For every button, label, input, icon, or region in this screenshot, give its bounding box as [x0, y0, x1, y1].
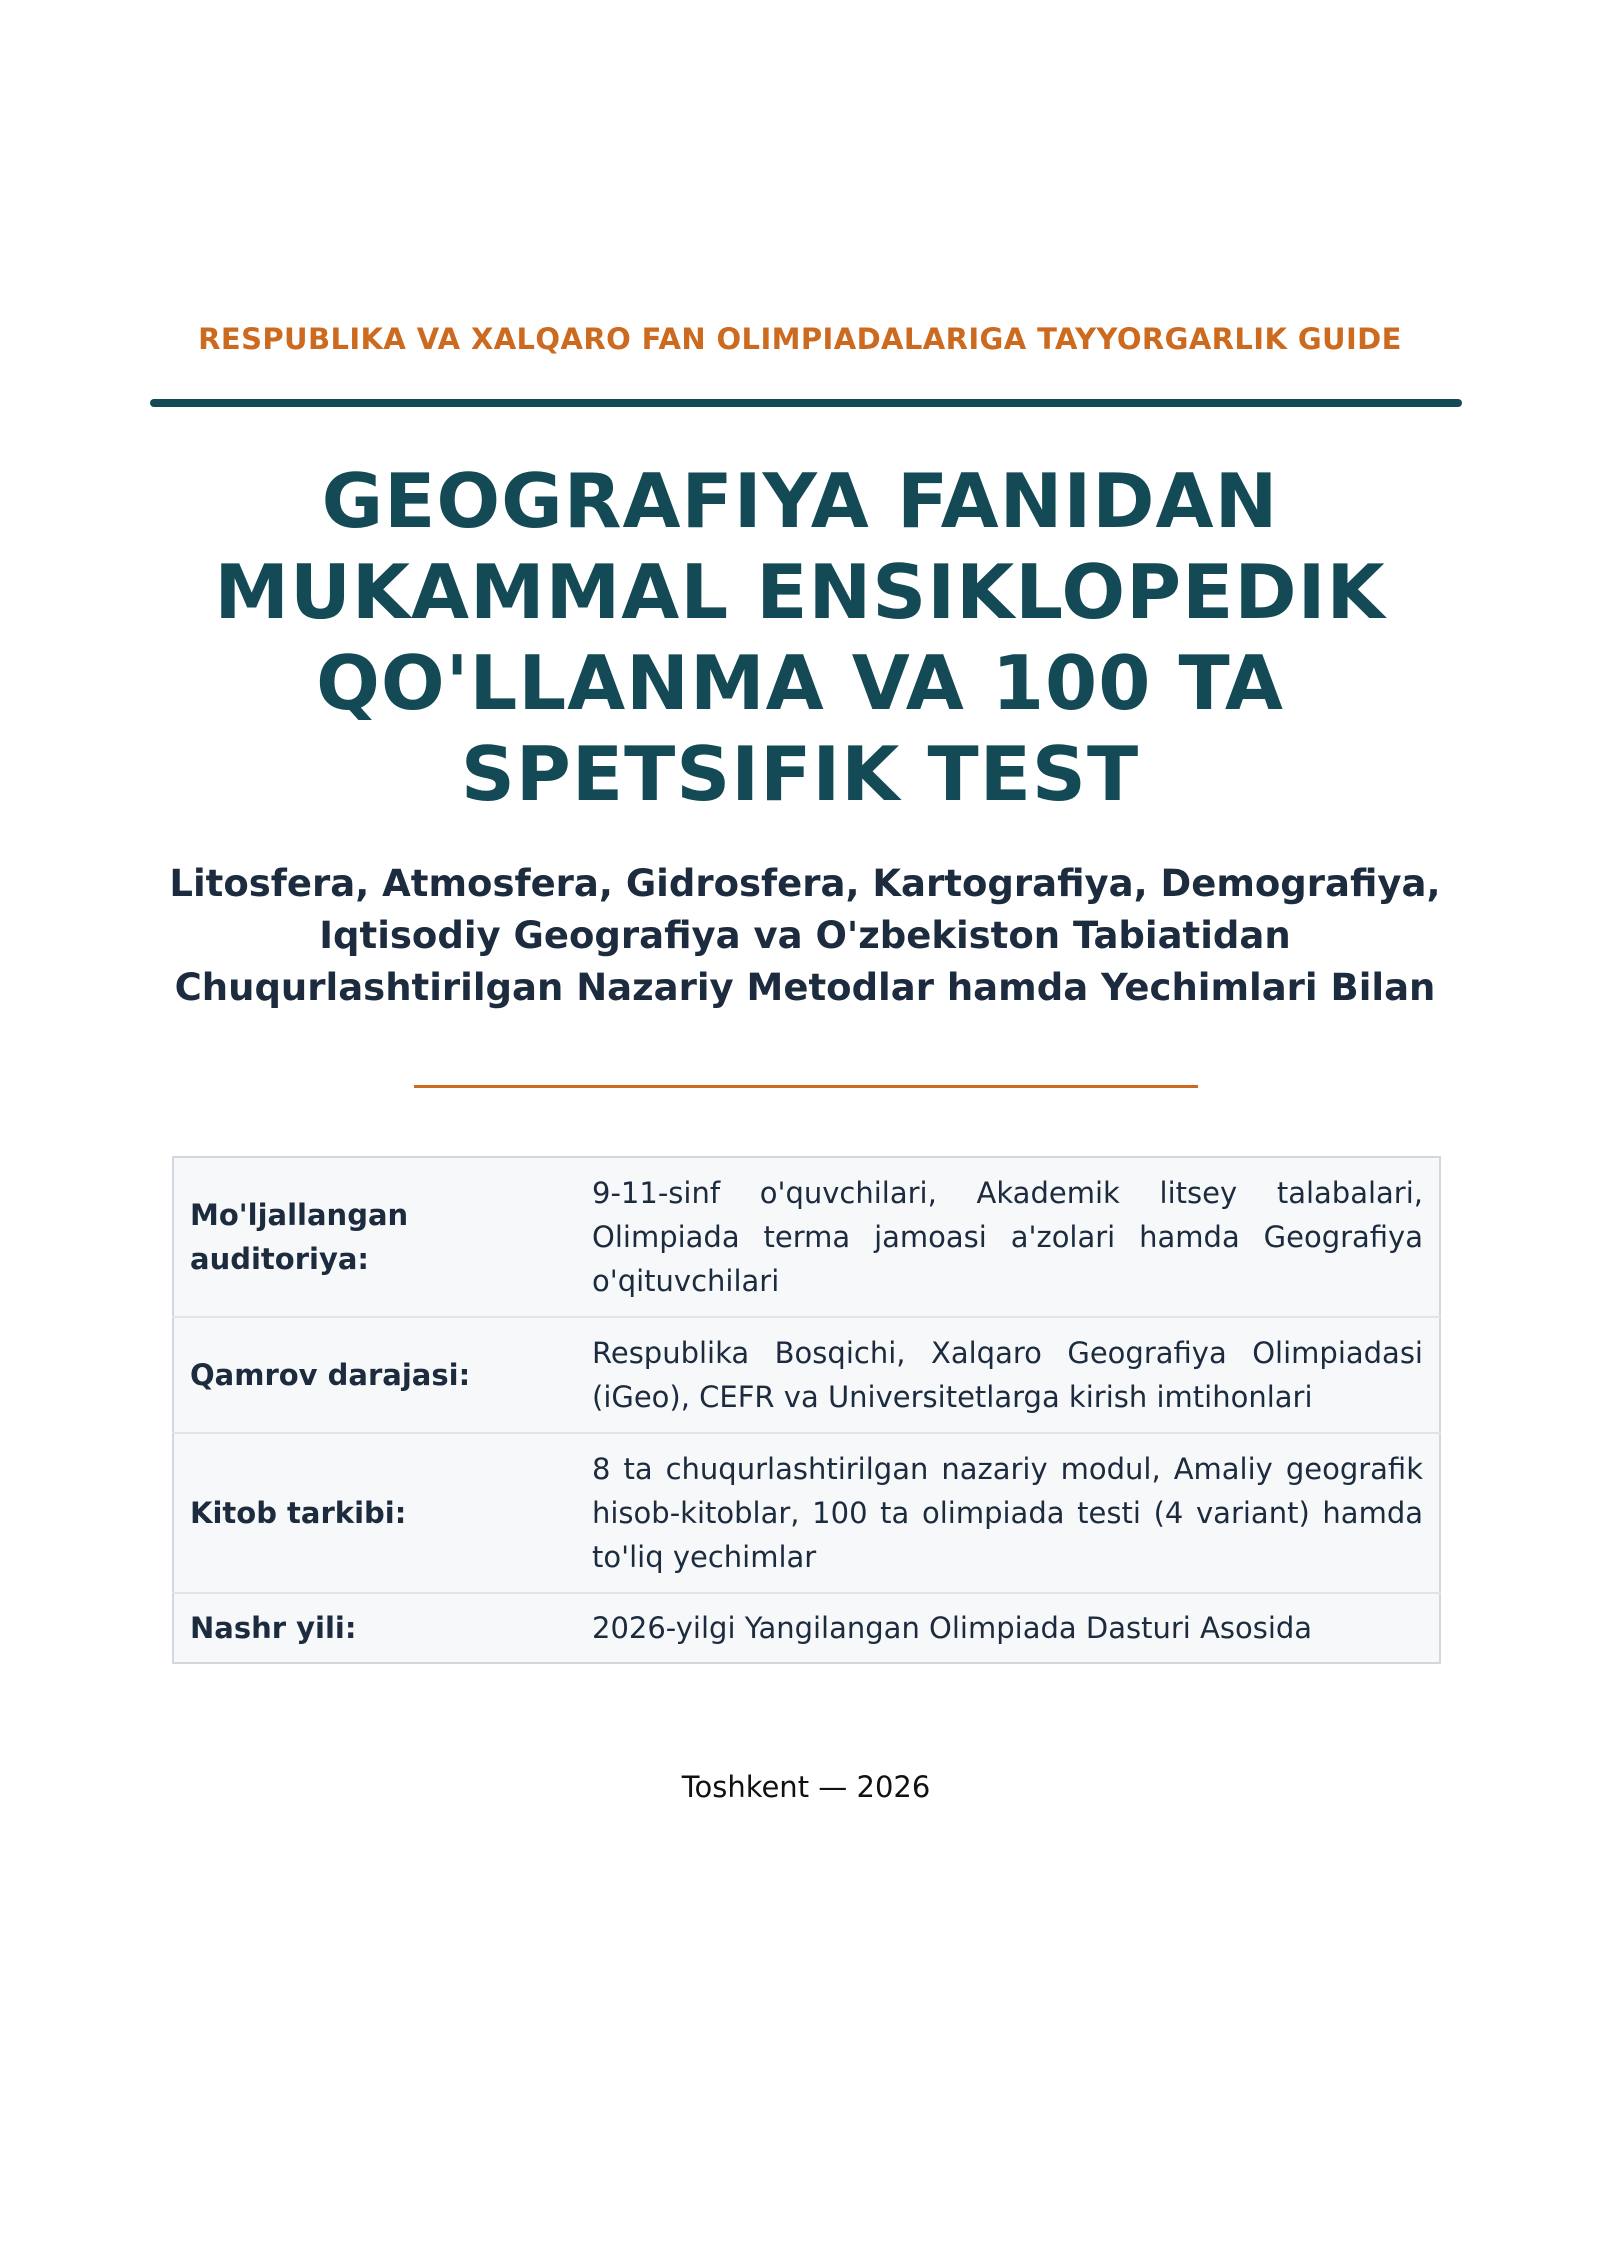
- book-subtitle-line: Iqtisodiy Geografiya va O'zbekiston Tabiatidan: [319, 914, 1291, 957]
- table-row: [173, 1433, 1440, 1593]
- book-subtitle-line: Litosfera, Atmosfera, Gidrosfera, Kartografiya, Demografiya,: [169, 862, 1441, 905]
- table-row: [173, 1593, 1440, 1663]
- table-row: [173, 1157, 1440, 1317]
- info-value-edition: 2026-yilgi Yangilangan Olimpiada Dasturi Asosida: [576, 1593, 1440, 1663]
- publication-place-year: Toshkent — 2026: [681, 1770, 931, 1804]
- book-title-line: QO'LLANMA VA 100 TA: [316, 639, 1284, 727]
- subtitle-divider: [414, 1085, 1198, 1088]
- info-value-scope: Respublika Bosqichi, Xalqaro Geografiya Olimpiadasi (iGeo), CEFR va Universitetlarga kirish imtihonlari: [576, 1317, 1440, 1433]
- info-value-audience: 9-11-sinf o'quvchilari, Akademik litsey talabalari, Olimpiada terma jamoasi a'zolari hamda Geografiya o'qituvchilari: [592, 1176, 1423, 1298]
- info-key-audience: Mo'ljallangan auditoriya:: [190, 1198, 409, 1276]
- series-label: RESPUBLIKA VA XALQARO FAN OLIMPIADALARIGA TAYYORGARLIK GUIDE: [198, 322, 1402, 356]
- book-title: [100, 456, 1500, 820]
- info-key-edition: Nashr yili:: [173, 1593, 576, 1663]
- info-value-contents: 8 ta chuqurlashtirilgan nazariy modul, Amaliy geografik hisob-kitoblar, 100 ta olimpiada testi (4 variant) hamda to'liq yechimlar: [576, 1433, 1440, 1593]
- header-divider: [150, 399, 1462, 407]
- book-title-line: GEOGRAFIYA FANIDAN: [321, 457, 1279, 545]
- table-row: [173, 1317, 1440, 1433]
- book-subtitle: [100, 858, 1510, 1014]
- book-title-line: SPETSIFIK TEST: [460, 730, 1140, 818]
- info-key-scope: Qamrov darajasi:: [173, 1317, 576, 1433]
- book-subtitle-line: Chuqurlashtirilgan Nazariy Metodlar hamda Yechimlari Bilan: [174, 966, 1436, 1009]
- book-info-table: [172, 1156, 1441, 1664]
- book-title-line: MUKAMMAL ENSIKLOPEDIK: [214, 548, 1386, 636]
- info-key-contents: Kitob tarkibi:: [173, 1433, 576, 1593]
